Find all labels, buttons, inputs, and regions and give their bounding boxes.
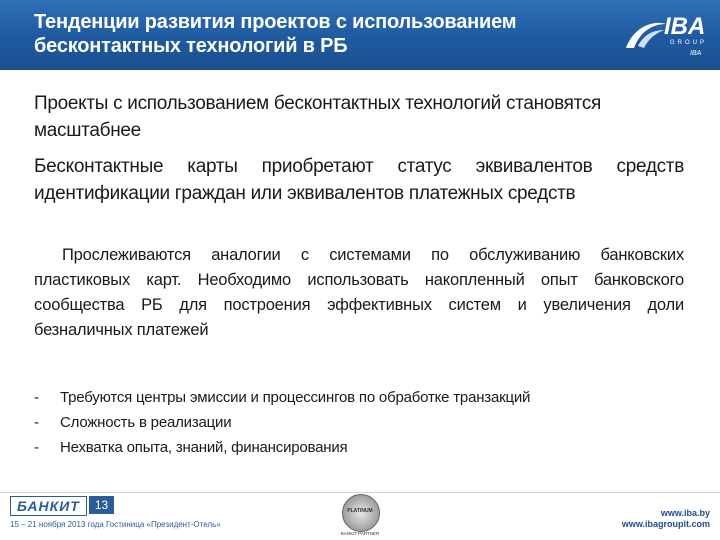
paragraph-analogies: Прослеживаются аналогии с системами по обслуживанию банковских пластиковых карт. Необходимо использовать накопленный опыт банковского сообщества РБ для построения эффективных систем и увеличения доли безналичных платежей	[34, 246, 684, 339]
list-item-text: Требуются центры эмиссии и процессингов по обработке транзакций	[60, 389, 531, 406]
list-item	[34, 385, 694, 410]
slide-title-line-1: Тенденции развития проектов с использованием	[34, 11, 517, 33]
slide-header	[0, 0, 720, 70]
bankit-logo	[10, 496, 114, 516]
platinum-partner-badge	[336, 494, 384, 538]
event-info: 15 – 21 ноября 2013 года Гостиница «Президент-Отель»	[10, 520, 221, 529]
logo-iba-small-text: IBA	[690, 50, 702, 57]
list-item	[34, 410, 694, 435]
bankit-logo-number: 13	[89, 496, 114, 514]
bankit-footer-block	[10, 496, 310, 536]
bullet-dash: -	[34, 439, 39, 456]
footer-websites	[622, 508, 710, 530]
bullet-dash: -	[34, 389, 39, 406]
website-link-ibagroupit[interactable]: www.ibagroupit.com	[621, 519, 710, 529]
badge-partner-text: BANKIT PARTNER	[340, 531, 380, 536]
list-item-text: Нехватка опыта, знаний, финансирования	[60, 439, 348, 456]
slide-title-line-2: бесконтактных технологий в РБ	[34, 35, 348, 57]
logo-group-text: GROUP	[670, 40, 708, 46]
challenges-list	[34, 385, 694, 460]
logo-swoosh-icon	[624, 18, 668, 54]
list-item-text: Сложность в реализации	[60, 414, 232, 431]
logo-iba-text: IBA	[664, 13, 706, 40]
paragraph-projects: Проекты с использованием бесконтактных технологий становятся масштабнее	[34, 93, 602, 141]
badge-title: PLATINUM	[347, 508, 373, 514]
website-link-iba-by[interactable]: www.iba.by	[660, 508, 710, 518]
list-item	[34, 435, 694, 460]
bullet-dash: -	[34, 414, 39, 431]
bankit-logo-text: БАНКИТ	[10, 496, 87, 516]
paragraph-cards: Бесконтактные карты приобретают статус эквивалентов средств идентификации граждан или эквивалентов платежных средств	[34, 156, 684, 204]
slide-title	[34, 10, 594, 58]
iba-group-logo	[612, 8, 716, 64]
footer-divider	[0, 492, 720, 493]
